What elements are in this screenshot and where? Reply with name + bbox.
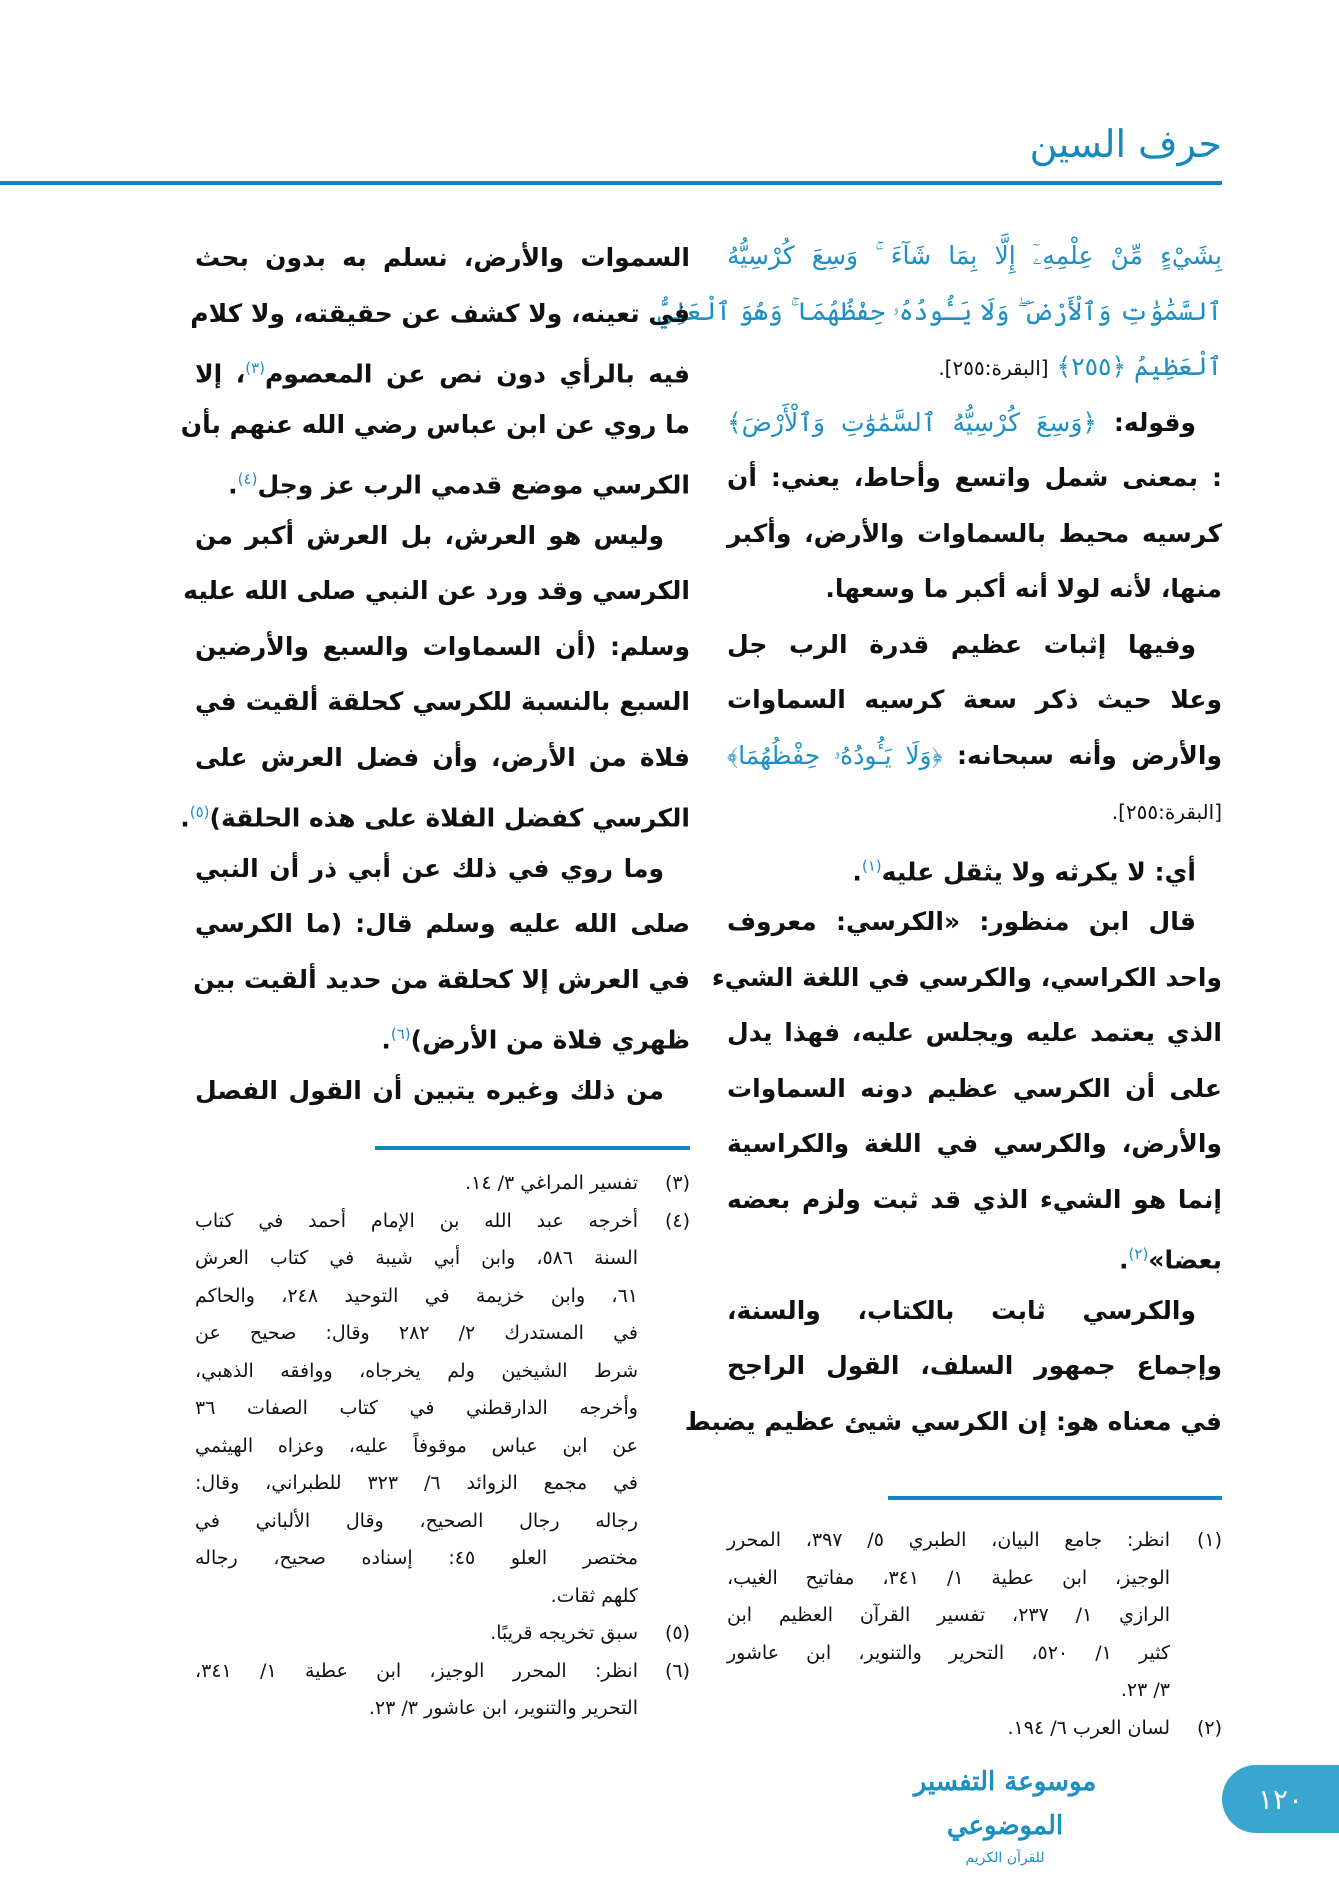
text-line xyxy=(711,950,1222,1006)
left-footnotes xyxy=(195,1165,690,1728)
logo-title: موسوعة التفسير الموضوعي xyxy=(913,1767,1097,1841)
footnote-line: الرازي ١/ ٢٣٧، تفسير القرآن العظيم ابن xyxy=(727,1604,1170,1626)
quran-verse: ٱلسَّمَٰوَٰتِ وَٱلْأَرْضَ ۖ وَلَا يَـُٔودُهُۥ حِفْظُهُمَا ۚ وَهُوَ ٱلْعَلِيُّ xyxy=(657,296,1222,326)
text-line xyxy=(727,1172,1222,1228)
quran-verse: ﴿وَسِعَ كُرْسِيُّهُ ٱلسَّمَٰوَٰتِ وَٱلْأَرْضَ﴾ xyxy=(727,407,1098,437)
body-text: : بمعنى شمل واتسع وأحاط، يعني: أن xyxy=(727,463,1222,492)
text-line xyxy=(727,617,1222,673)
footnote-line: التحرير والتنوير، ابن عاشور ٣/ ٢٣. xyxy=(368,1697,638,1719)
text-line xyxy=(195,841,690,897)
text-line xyxy=(195,952,690,1008)
text-line xyxy=(727,783,1222,839)
body-text: . xyxy=(381,1025,391,1055)
footnote-text xyxy=(195,1615,638,1653)
text-line xyxy=(727,1227,1222,1283)
body-text: . xyxy=(228,470,238,500)
body-text: من ذلك وغيره يتبين أن القول الفصل xyxy=(195,1075,664,1105)
text-line xyxy=(195,1007,690,1063)
footnote-line: تفسير المراغي ٣/ ١٤. xyxy=(465,1172,638,1194)
body-text: وفيها إثبات عظيم قدرة الرب جل xyxy=(727,629,1196,659)
body-text: وإجماع جمهور السلف، القول الراجح xyxy=(727,1351,1222,1380)
left-column xyxy=(180,230,690,1118)
text-line xyxy=(195,341,690,397)
text-line xyxy=(727,894,1222,950)
body-text: والكرسي ثابت بالكتاب، والسنة، xyxy=(727,1295,1196,1325)
quran-verse: بِشَيْءٍ مِّنْ عِلْمِهِۦٓ إِلَّا بِمَا شَآءَ ۚ وَسِعَ كُرْسِيُّهُ xyxy=(727,241,1222,270)
text-line xyxy=(727,1061,1222,1117)
body-text: الكرسي كفضل الفلاة على هذه الحلقة) xyxy=(209,803,690,833)
footnote xyxy=(727,1710,1222,1748)
body-text: فيه بالرأي دون نص عن المعصوم xyxy=(265,359,690,389)
encyclopedia-logo xyxy=(900,1760,1110,1868)
footnote xyxy=(195,1653,690,1728)
footnote-marker: (٦) xyxy=(390,1025,411,1043)
quran-verse: ﴿وَلَا يَـُٔودُهُۥ حِفْظُهُمَا﴾ xyxy=(727,740,943,770)
text-line xyxy=(727,672,1222,728)
footnote-line: في المستدرك ٢/ ٢٨٢ وقال: صحيح عن xyxy=(195,1322,638,1344)
right-footnotes xyxy=(727,1522,1222,1747)
footnote-marker: (٣) xyxy=(245,359,266,377)
text-line xyxy=(195,674,690,730)
body-text: والأرض، والكرسي في اللغة والكراسية xyxy=(727,1129,1222,1158)
footnote-text xyxy=(195,1653,638,1728)
footnote-line: ٦١، وابن خزيمة في التوحيد ٢٤٨، والحاكم xyxy=(195,1284,638,1307)
body-text: وليس هو العرش، بل العرش أكبر من xyxy=(195,520,664,550)
body-text: في معناه هو: إن الكرسي شيئ عظيم يضبط xyxy=(684,1406,1222,1436)
body-text: الذي يعتمد عليه ويجلس عليه، فهذا يدل xyxy=(727,1018,1222,1047)
verse-reference: [البقرة:٢٥٥]. xyxy=(938,356,1049,380)
body-text: في العرش إلا كحلقة من حديد ألقيت بين xyxy=(193,964,690,994)
text-line xyxy=(684,1394,1222,1450)
text-line xyxy=(727,339,1222,395)
footnote-number: (١) xyxy=(1196,1529,1222,1551)
body-text: وسلم: (أن السماوات والسبع والأرضين xyxy=(195,631,690,661)
body-text: وما روي في ذلك عن أبي ذر أن النبي xyxy=(195,853,664,883)
text-line xyxy=(195,730,690,786)
footnote-marker: (١) xyxy=(861,856,882,875)
footnote-line: ٣/ ٢٣. xyxy=(1120,1679,1170,1701)
body-text: والأرض وأنه سبحانه: xyxy=(942,740,1222,770)
text-line xyxy=(195,1063,690,1119)
footnote-line: شرط الشيخين ولم يخرجاه، ووافقه الذهبي، xyxy=(195,1359,638,1382)
footnote-line: سبق تخريجه قريبًا. xyxy=(490,1622,638,1644)
body-text: السبع بالنسبة للكرسي كحلقة ألقيت في xyxy=(195,687,690,716)
footnote-line: عن ابن عباس موقوفاً عليه، وعزاه الهيثمي xyxy=(195,1434,638,1457)
text-line xyxy=(727,450,1222,506)
body-text: فلاة من الأرض، وأن فضل العرش على xyxy=(195,742,690,772)
body-text: كرسيه محيط بالسماوات والأرض، وأكبر xyxy=(727,518,1222,548)
text-line xyxy=(727,728,1222,784)
body-text: الكرسي وقد ورد عن النبي صلى الله عليه xyxy=(183,576,690,605)
text-line xyxy=(727,1005,1222,1061)
text-line xyxy=(727,228,1222,284)
body-text: صلى الله عليه وسلم قال: (ما الكرسي xyxy=(195,909,690,938)
body-text: الكرسي موضع قدمي الرب عز وجل xyxy=(257,470,690,500)
footnote-marker: (٤) xyxy=(237,470,258,488)
footnote-line: انظر: المحرر الوجيز، ابن عطية ١/ ٣٤١، xyxy=(195,1659,638,1682)
footnote-line: السنة ٥٨٦، وابن أبي شيبة في كتاب العرش xyxy=(195,1247,638,1269)
text-line xyxy=(727,1116,1222,1172)
footnote-text xyxy=(195,1203,638,1616)
quran-verse: ٱلْعَظِيمُ ﴿٢٥٥﴾ xyxy=(1048,352,1222,381)
text-line xyxy=(195,230,690,286)
chapter-header: حرف السين xyxy=(1029,122,1222,166)
footnote-line: انظر: جامع البيان، الطبري ٥/ ٣٩٧، المحرر xyxy=(727,1529,1170,1551)
text-line xyxy=(195,508,690,564)
body-text: على أن الكرسي عظيم دونه السماوات xyxy=(727,1073,1222,1103)
body-text: فى تعينه، ولا كشف عن حقيقته، ولا كلام xyxy=(190,298,690,328)
verse-reference: [البقرة:٢٥٥]. xyxy=(1111,800,1222,824)
footnote-divider-left xyxy=(375,1146,690,1150)
header-divider xyxy=(0,181,1222,185)
footnote-text xyxy=(727,1710,1170,1748)
footnote-number: (٣) xyxy=(664,1172,690,1194)
body-text: السموات والأرض، نسلم به بدون بحث xyxy=(195,243,690,272)
footnote-marker: (٢) xyxy=(1128,1245,1149,1263)
text-line xyxy=(727,561,1222,617)
right-column xyxy=(657,228,1222,1449)
text-line xyxy=(727,839,1222,895)
footnote-line: في مجمع الزوائد ٦/ ٣٢٣ للطبراني، وقال: xyxy=(195,1472,638,1494)
footnote-line: رجاله رجال الصحيح، وقال الألباني في xyxy=(195,1509,638,1532)
footnote-text xyxy=(195,1165,638,1203)
page-number: ١٢٠ xyxy=(1257,1782,1304,1816)
footnote-marker: (٥) xyxy=(189,803,210,821)
body-text: ما روي عن ابن عباس رضي الله عنهم بأن xyxy=(180,409,690,439)
logo-subtitle: للقرآن الكريم xyxy=(965,1850,1045,1866)
footnote xyxy=(195,1203,690,1616)
footnote xyxy=(727,1522,1222,1710)
footnote-line: أخرجه عبد الله بن الإمام أحمد في كتاب xyxy=(195,1209,638,1232)
footnote-line: الوجيز، ابن عطية ١/ ٣٤١، مفاتيح الغيب، xyxy=(727,1566,1170,1589)
body-text: إنما هو الشيء الذي قد ثبت ولزم بعضه xyxy=(727,1184,1222,1214)
text-line xyxy=(727,395,1222,451)
body-text: منها، لأنه لولا أنه أكبر ما وسعها. xyxy=(825,574,1222,603)
body-text: أي: لا يكرثه ولا يثقل عليه xyxy=(881,856,1196,886)
text-line xyxy=(183,563,690,619)
footnote xyxy=(195,1165,690,1203)
body-text: وعلا حيث ذكر سعة كرسيه السماوات xyxy=(727,685,1222,714)
body-text: . xyxy=(1119,1245,1129,1275)
footnote-line: كثير ١/ ٥٢٠، التحرير والتنوير، ابن عاشور xyxy=(727,1641,1171,1664)
body-text: وقوله: xyxy=(1097,407,1196,437)
footnote-text xyxy=(727,1522,1170,1710)
body-text: ، إلا xyxy=(195,359,246,389)
page-number-tab xyxy=(1222,1765,1339,1833)
text-line xyxy=(727,1338,1222,1394)
text-line xyxy=(727,1283,1222,1339)
body-text: بعضا» xyxy=(1148,1245,1222,1275)
footnote-line: كلهم ثقات. xyxy=(550,1584,638,1607)
text-line xyxy=(195,619,690,675)
footnote-line: وأخرجه الدارقطني في كتاب الصفات ٣٦ xyxy=(195,1397,638,1419)
footnote-number: (٦) xyxy=(664,1659,690,1682)
footnote-number: (٤) xyxy=(664,1209,690,1232)
text-line xyxy=(190,286,690,342)
text-line xyxy=(195,896,690,952)
body-text: ظهري فلاة من الأرض) xyxy=(410,1025,690,1055)
text-line xyxy=(727,506,1222,562)
text-line xyxy=(195,452,690,508)
body-text: . xyxy=(852,856,862,886)
footnote xyxy=(195,1615,690,1653)
text-line xyxy=(657,284,1222,340)
footnote-number: (٢) xyxy=(1196,1716,1222,1739)
footnote-divider-right xyxy=(888,1496,1222,1500)
footnote-number: (٥) xyxy=(664,1622,690,1644)
text-line xyxy=(180,397,690,453)
body-text: واحد الكراسي، والكرسي في اللغة الشيء xyxy=(711,962,1222,992)
footnote-line: مختصر العلو ٤٥: إسناده صحيح، رجاله xyxy=(195,1547,638,1569)
text-line xyxy=(180,785,690,841)
body-text: قال ابن منظور: «الكرسي: معروف xyxy=(727,907,1196,936)
body-text: . xyxy=(180,803,190,833)
footnote-line: لسان العرب ٦/ ١٩٤. xyxy=(1007,1716,1170,1739)
